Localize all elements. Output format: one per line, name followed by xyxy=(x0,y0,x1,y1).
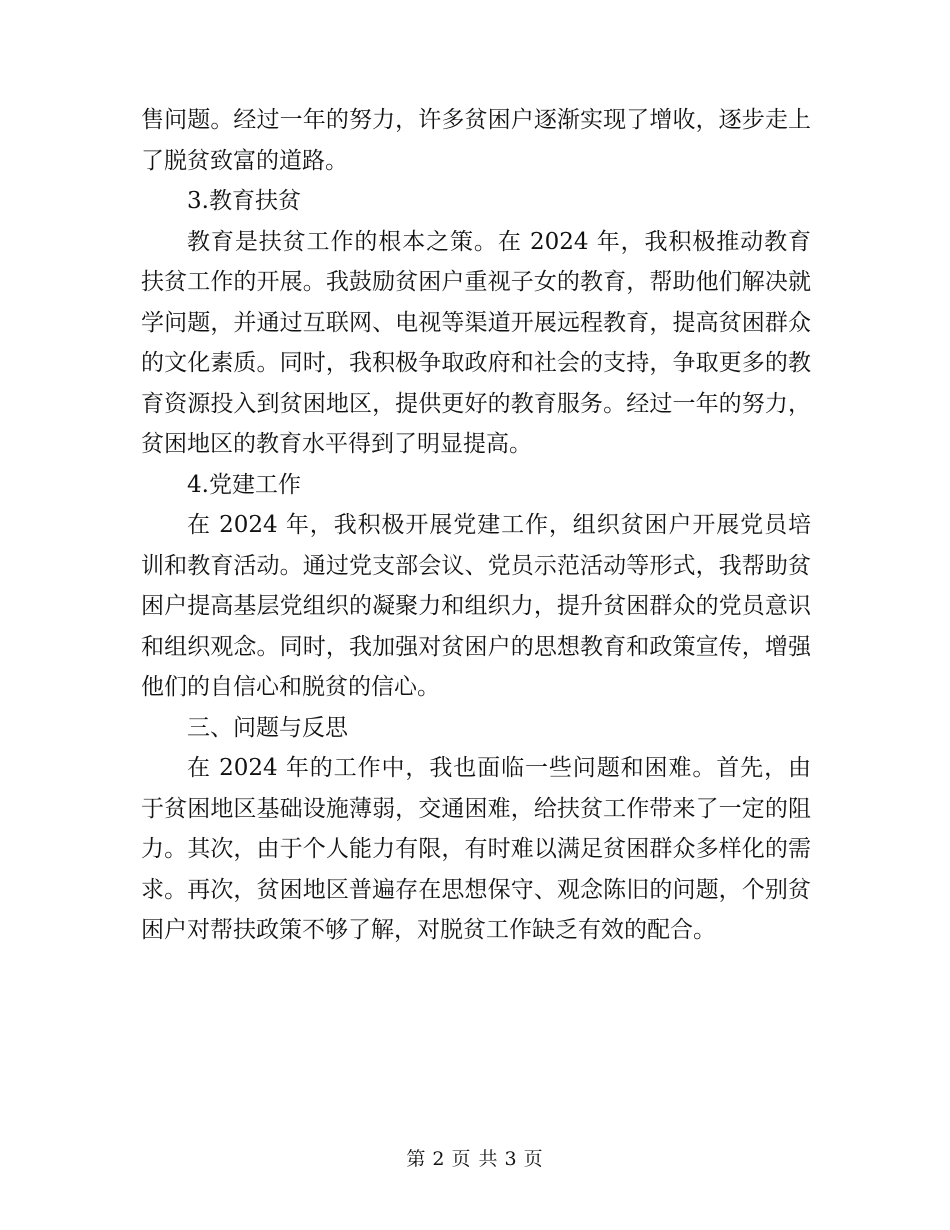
paragraph-education: 教育是扶贫工作的根本之策。在 2024 年，我积极推动教育扶贫工作的开展。我鼓励贫困户重视子女的教育，帮助他们解决就学问题，并通过互联网、电视等渠道开展远程教育，提高贫困群众的文化素质。同时，我积极争取政府和社会的支持，争取更多的教育资源投入到贫困地区，提供更好的教育服务。经过一年的努力，贫困地区的教育水平得到了明显提高。 xyxy=(141,228,811,457)
page-footer xyxy=(0,1144,950,1171)
paragraph-party-building: 在 2024 年，我积极开展党建工作，组织贫困户开展党员培训和教育活动。通过党支部会议、党员示范活动等形式，我帮助贫困户提高基层党组织的凝聚力和组织力，提升贫困群众的党员意识和组织观念。同时，我加强对贫困户的思想教育和政策宣传，增强他们的自信心和脱贫的信心。 xyxy=(141,512,811,700)
footer-prefix: 第 xyxy=(406,1148,427,1170)
footer-total-pages: 3 xyxy=(504,1148,518,1170)
footer-current-page: 2 xyxy=(432,1148,446,1170)
section-heading-party-building: 4.党建工作 xyxy=(187,471,301,498)
paragraph-problems: 在 2024 年的工作中，我也面临一些问题和困难。首先，由于贫困地区基础设施薄弱，交通困难，给扶贫工作带来了一定的阻力。其次，由于个人能力有限，有时难以满足贫困群众多样化的需求。再次，贫困地区普遍存在思想保守、观念陈旧的问题，个别贫困户对帮扶政策不够了解，对脱贫工作缺乏有效的配合。 xyxy=(141,755,811,943)
section-heading-education: 3.教育扶贫 xyxy=(187,188,301,214)
paragraph-continuation: 售问题。经过一年的努力，许多贫困户逐渐实现了增收，逐步走上了脱贫致富的道路。 xyxy=(141,107,811,174)
footer-middle: 页 共 xyxy=(451,1148,499,1170)
footer-suffix: 页 xyxy=(523,1148,544,1170)
document-body xyxy=(141,100,811,951)
section-heading-problems: 三、问题与反思 xyxy=(187,714,348,741)
